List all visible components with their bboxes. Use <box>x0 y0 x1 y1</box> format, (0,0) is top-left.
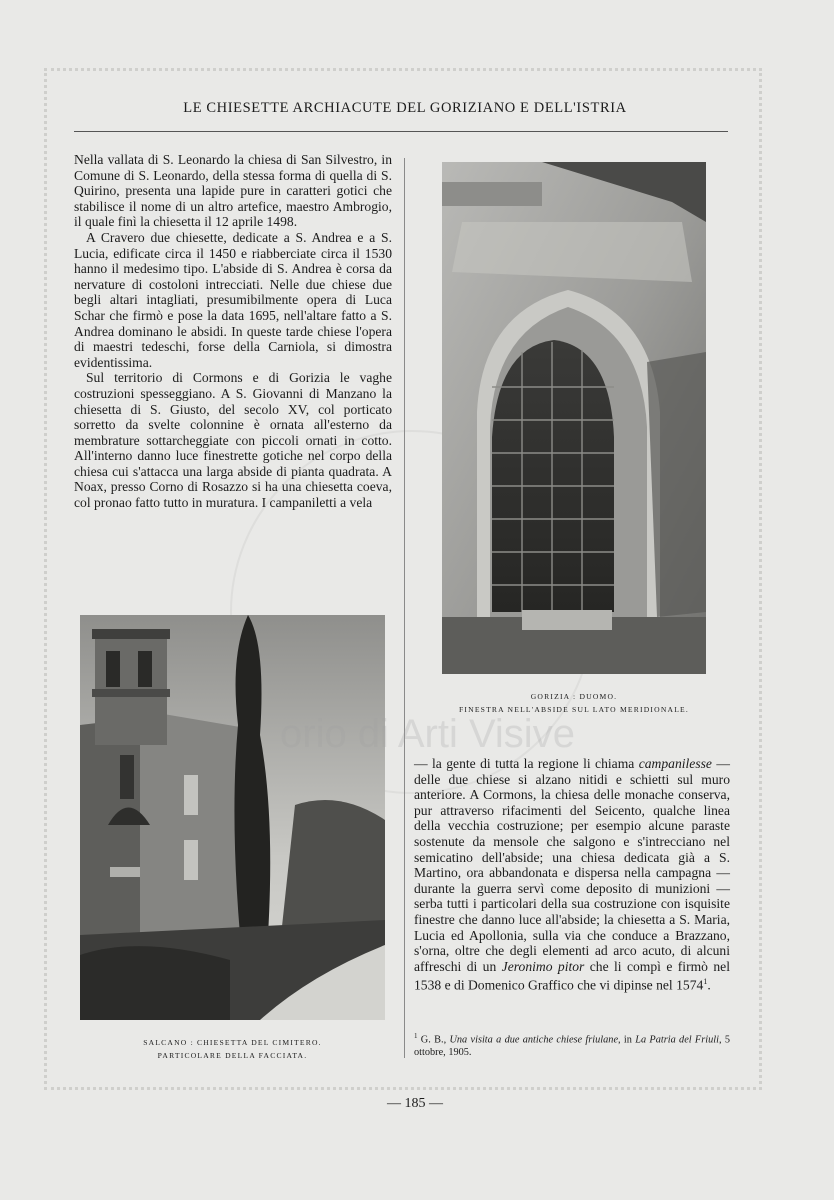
footnote-date: , 5 ottobre, 1905. <box>414 1034 731 1059</box>
paragraph-cravero: A Cravero due chiesette, dedicate a S. Andrea e a S. Lucia, edificate circa il 1450 e riabberciate circa il 1530 hanno il medesimo tipo. L'abside di S. Andrea è corsa da nervature di costoloni intrecciati. Nelle due chiese due begli altari intagliati, presumibilmente opera di Luca Schar che firmò e pose la data 1695, nell'altare fatto a S. Andrea dominano le absidi. In queste tarde chiese l'opera di maestri tedeschi, forse della Carniola, si dimostra evidentissima. <box>74 229 392 370</box>
paragraph-cormons-gorizia: Sul territorio di Cormons e di Gorizia le vaghe costruzioni spesseggiano. A S. Giovanni di Manzano la chiesetta di S. Giusto, del secolo XV, col porticato sorretto da svelte colonnine è ornata all'esterno da membrature sottarcheggiate con piccoli ornati in cotto. All'interno danno luce finestrette gotiche nel corpo della chiesa cui s'attacca una larga abside di pianta quadrata. A Noax, presso Corno di Rosazzo si ha una chiesetta coeva, col pronao fatto tutto in muratura. I campaniletti a vela <box>74 370 392 511</box>
page-number: — 185 — <box>387 1096 443 1111</box>
watermark-text: orio di Arti Visive <box>280 712 575 756</box>
footnote-separator: , in <box>618 1034 636 1046</box>
footnote-mark: 1 <box>414 1032 418 1040</box>
right-column-text <box>414 756 730 993</box>
footnote <box>414 1030 730 1059</box>
text-run: — la gente di tutta la regione li chiama <box>414 756 639 771</box>
name-jeronimo-pitor: Jeronimo pitor <box>501 958 585 974</box>
text-run: . <box>707 977 711 993</box>
left-column-text <box>74 152 392 511</box>
header-rule <box>74 131 728 132</box>
caption-salcano-line1: SALCANO : CHIESETTA DEL CIMITERO. <box>143 1038 322 1047</box>
photo-salcano-chiesetta <box>80 615 385 1020</box>
caption-gorizia-line1: GORIZIA : DUOMO. <box>530 692 618 701</box>
caption-gorizia-line2: FINESTRA NELL'ABSIDE SUL LATO MERIDIONALE. <box>458 705 689 714</box>
term-campanilesse: campanilesse <box>638 756 712 771</box>
text-run: che li compì e firmò nel 1538 e di Domenico Graffico che vi dipinse nel 1574 <box>414 958 730 993</box>
paragraph-campanilesse <box>414 756 730 993</box>
running-title: LE CHIESETTE ARCHIACUTE DEL GORIZIANO E DELL'ISTRIA <box>183 100 627 116</box>
photo-gorizia-duomo-window <box>442 162 706 674</box>
caption-salcano-line2: PARTICOLARE DELLA FACCIATA. <box>157 1051 308 1060</box>
footnote-author: G. B., <box>417 1034 450 1046</box>
footnote-source: La Patria del Friuli <box>635 1034 719 1046</box>
footnote-title: Una visita a due antiche chiese friulane <box>449 1034 619 1046</box>
caption-salcano <box>80 1036 385 1062</box>
text-run: — delle due chiese si alzano nitidi e schietti sul muro anteriore. A Cormons, la chiesa delle monache conserva, pur attraverso rifacimenti del Seicento, qualche linea della vecchia costruzione; per esempio alcune paraste sostenute da mensole che salgono e s'intrecciano nel semicatino dell'abside; una chiesa dedicata già a S. Martino, ora abbandonata e dispersa nella campagna — durante la guerra servì come deposito di munizioni — serba tutti i particolari della sua costruzione con isquisite finestre che danno luce all'abside; la chiesetta a S. Maria, Lucia ed Apollonia, sulla via che conduce a Brazzano, s'orna, oltre che degli elementi ad arco acuto, di alcuni affreschi di un <box>414 756 730 974</box>
paragraph-san-silvestro: Nella vallata di S. Leonardo la chiesa di San Silvestro, in Comune di S. Leonardo, della stessa forma di quella di S. Quirino, presenta una lapide pure in caratteri gotici che stabilisce il nome di un altro artefice, maestro Ambrogio, il quale finì la chiesetta il 12 aprile 1498. <box>74 152 392 230</box>
caption-gorizia <box>440 690 708 716</box>
footnote-reference: 1 <box>703 977 708 987</box>
column-rule <box>404 158 405 1058</box>
